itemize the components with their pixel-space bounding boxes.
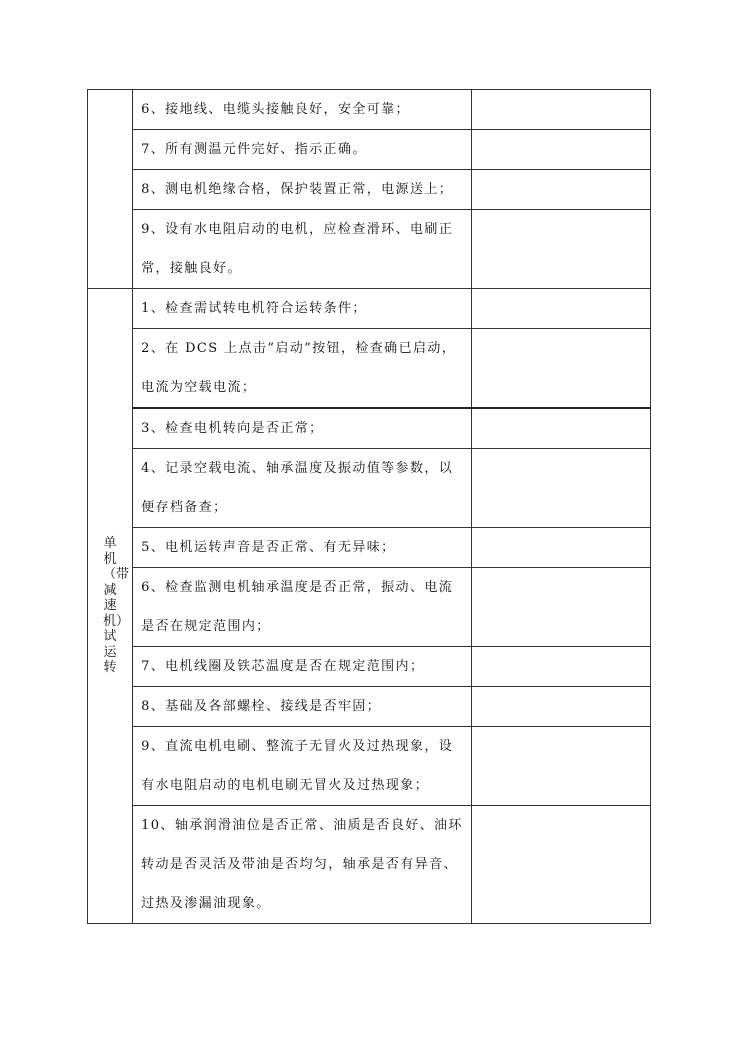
result-cell — [471, 289, 650, 329]
check-item-line: 常，接触良好。 — [141, 261, 242, 276]
check-item — [133, 210, 472, 289]
check-item-line: 9、直流电机电刷、整流子无冒火及过热现象，设 — [141, 739, 454, 754]
result-cell — [471, 687, 650, 727]
check-item-line: 过热及渗漏油现象。 — [141, 896, 271, 911]
check-item — [133, 170, 472, 210]
result-cell — [471, 210, 650, 289]
table-row — [88, 170, 651, 210]
check-item-line: 2、在 DCS 上点击“启动”按钮，检查确已启动， — [141, 341, 457, 356]
table-row — [88, 727, 651, 806]
result-cell — [471, 806, 650, 924]
result-cell — [471, 449, 650, 528]
result-cell — [471, 130, 650, 170]
check-item-line: 7、所有测温元件完好、指示正确。 — [141, 142, 367, 157]
table-row — [88, 130, 651, 170]
check-item-line: 电流为空载电流； — [141, 380, 257, 395]
check-item — [133, 90, 472, 130]
check-item — [133, 408, 472, 449]
check-item-line: 4、记录空载电流、轴承温度及振动值等参数，以 — [141, 461, 454, 476]
check-item-line: 8、基础及各部螺栓、接线是否牢固； — [141, 699, 382, 714]
table-row — [88, 806, 651, 924]
check-item-line: 6、接地线、电缆头接触良好，安全可靠； — [141, 102, 410, 117]
check-item-line: 5、电机运转声音是否正常、有无异味； — [141, 540, 396, 555]
stage-label: 单机（带减速机）试运转 — [103, 536, 130, 676]
table-row — [88, 210, 651, 289]
stage-cell-prep — [88, 90, 133, 289]
check-item — [133, 528, 472, 568]
check-item — [133, 647, 472, 687]
result-cell — [471, 528, 650, 568]
result-cell — [471, 408, 650, 449]
check-item — [133, 289, 472, 329]
check-item-line: 6、检查监测电机轴承温度是否正常，振动、电流 — [141, 580, 454, 595]
table-row — [88, 329, 651, 409]
check-item-line: 便存档备查； — [141, 500, 228, 515]
result-cell — [471, 647, 650, 687]
result-cell — [471, 568, 650, 647]
check-item — [133, 329, 472, 409]
table-row — [88, 647, 651, 687]
check-item — [133, 727, 472, 806]
check-item-line: 3、检查电机转向是否正常； — [141, 421, 324, 436]
result-cell — [471, 170, 650, 210]
table-row — [88, 90, 651, 130]
check-item-line: 10、轴承润滑油位是否正常、油质是否良好、油环 — [141, 818, 463, 833]
check-item-line: 是否在规定范围内； — [141, 619, 271, 634]
check-item — [133, 568, 472, 647]
check-item-line: 有水电阻启动的电机电刷无冒火及过热现象； — [141, 778, 430, 793]
stage-cell-run — [88, 289, 133, 924]
inspection-table — [87, 89, 651, 924]
result-cell — [471, 90, 650, 130]
check-item — [133, 449, 472, 528]
check-item-line: 7、电机线圈及铁芯温度是否在规定范围内； — [141, 659, 425, 674]
table-row — [88, 408, 651, 449]
result-cell — [471, 329, 650, 409]
result-cell — [471, 727, 650, 806]
check-item — [133, 806, 472, 924]
table-row — [88, 687, 651, 727]
check-item — [133, 130, 472, 170]
table-row — [88, 568, 651, 647]
check-item-line: 1、检查需试转电机符合运转条件； — [141, 301, 367, 316]
check-item-line: 转动是否灵活及带油是否均匀，轴承是否有异音、 — [141, 857, 458, 872]
table-row — [88, 528, 651, 568]
table-row — [88, 449, 651, 528]
check-item-line: 8、测电机绝缘合格，保护装置正常，电源送上； — [141, 182, 454, 197]
check-item — [133, 687, 472, 727]
table-row — [88, 289, 651, 329]
check-item-line: 9、设有水电阻启动的电机，应检查滑环、电刷正 — [141, 222, 454, 237]
